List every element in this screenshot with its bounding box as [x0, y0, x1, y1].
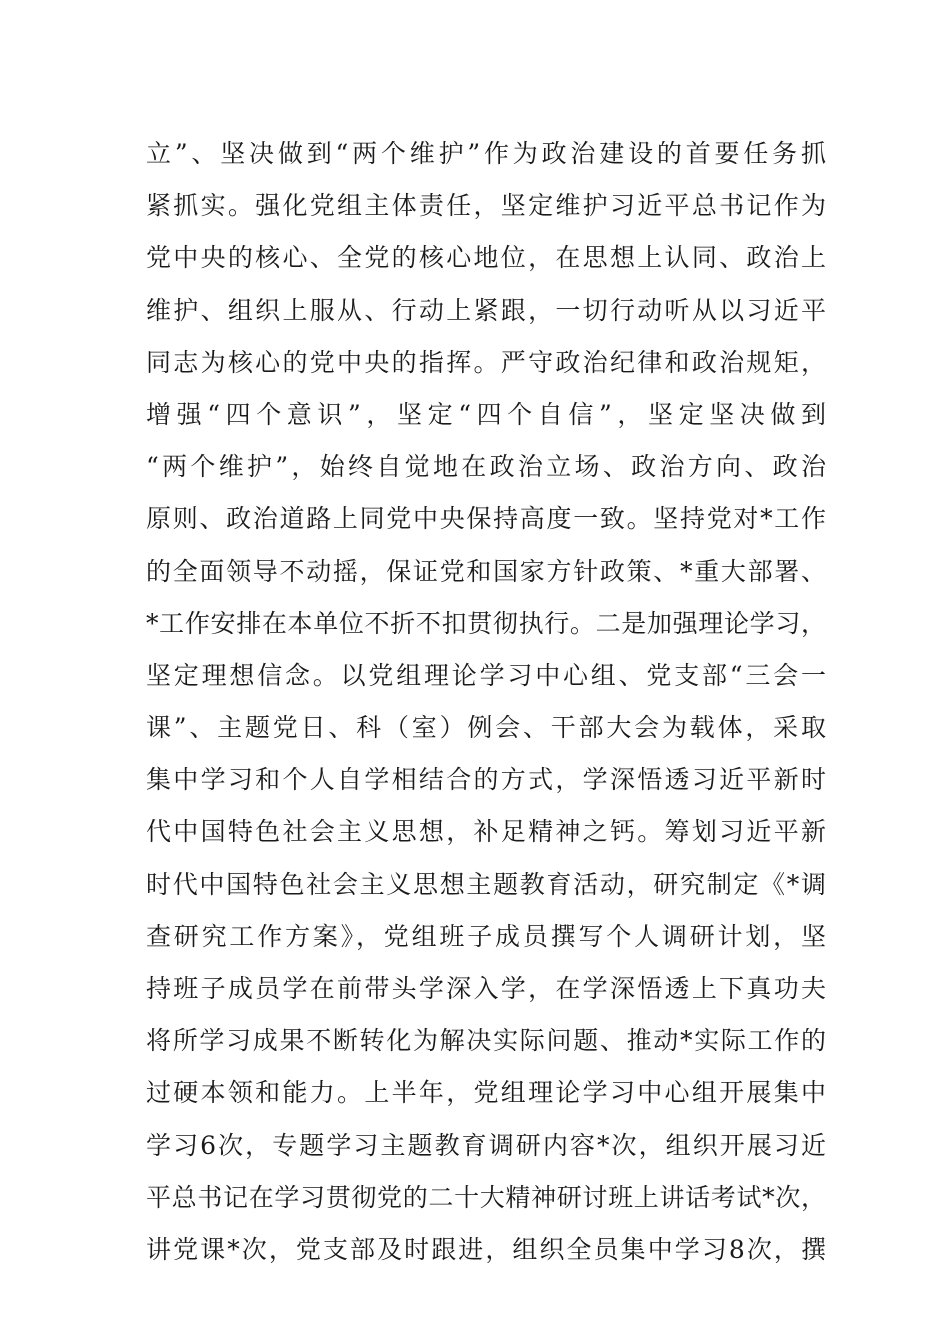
text-line: 坚定理想信念。以党组理论学习中心组、党支部“三会一 [146, 660, 826, 690]
text-line: 将所学习成果不断转化为解决实际问题、推动*实际工作的 [146, 1026, 826, 1056]
text-line: 维护、组织上服从、行动上紧跟，一切行动听从以习近平 [146, 295, 826, 325]
text-line: 原则、政治道路上同党中央保持高度一致。坚持党对*工作 [146, 504, 826, 534]
text-line: 持班子成员学在前带头学深入学，在学深悟透上下真功夫 [146, 974, 826, 1003]
text-line: 学习6次，专题学习主题教育调研内容*次，组织开展习近 [146, 1130, 826, 1160]
text-line: 同志为核心的党中央的指挥。严守政治纪律和政治规矩， [146, 347, 826, 377]
text-line: 集中学习和个人自学相结合的方式，学深悟透习近平新时 [146, 765, 826, 795]
text-line: 立”、坚决做到“两个维护”作为政治建设的首要任务抓 [146, 139, 826, 168]
text-line: 讲党课*次，党支部及时跟进，组织全员集中学习8次，撰 [146, 1234, 826, 1264]
text-line: 查研究工作方案》，党组班子成员撰写个人调研计划，坚 [146, 921, 826, 951]
text-line: 平总书记在学习贯彻党的二十大精神研讨班上讲话考试*次， [146, 1182, 826, 1212]
text-line: 代中国特色社会主义思想，补足精神之钙。筹划习近平新 [146, 817, 826, 847]
text-line: “两个维护”，始终自觉地在政治立场、政治方向、政治 [146, 452, 826, 482]
text-line: 课”、主题党日、科（室）例会、干部大会为载体，采取 [146, 713, 826, 743]
text-line: *工作安排在本单位不折不扣贯彻执行。二是加强理论学习， [146, 608, 826, 638]
text-line: 紧抓实。强化党组主体责任，坚定维护习近平总书记作为 [146, 191, 826, 221]
text-line: 的全面领导不动摇，保证党和国家方针政策、*重大部署、 [146, 556, 826, 586]
text-line: 增强“四个意识”，坚定“四个自信”，坚定坚决做到 [146, 399, 826, 429]
text-line: 党中央的核心、全党的核心地位，在思想上认同、政治上 [146, 243, 826, 273]
text-line: 时代中国特色社会主义思想主题教育活动，研究制定《*调 [146, 869, 826, 899]
text-line: 过硬本领和能力。上半年，党组理论学习中心组开展集中 [146, 1078, 826, 1108]
body-text [146, 128, 826, 1276]
